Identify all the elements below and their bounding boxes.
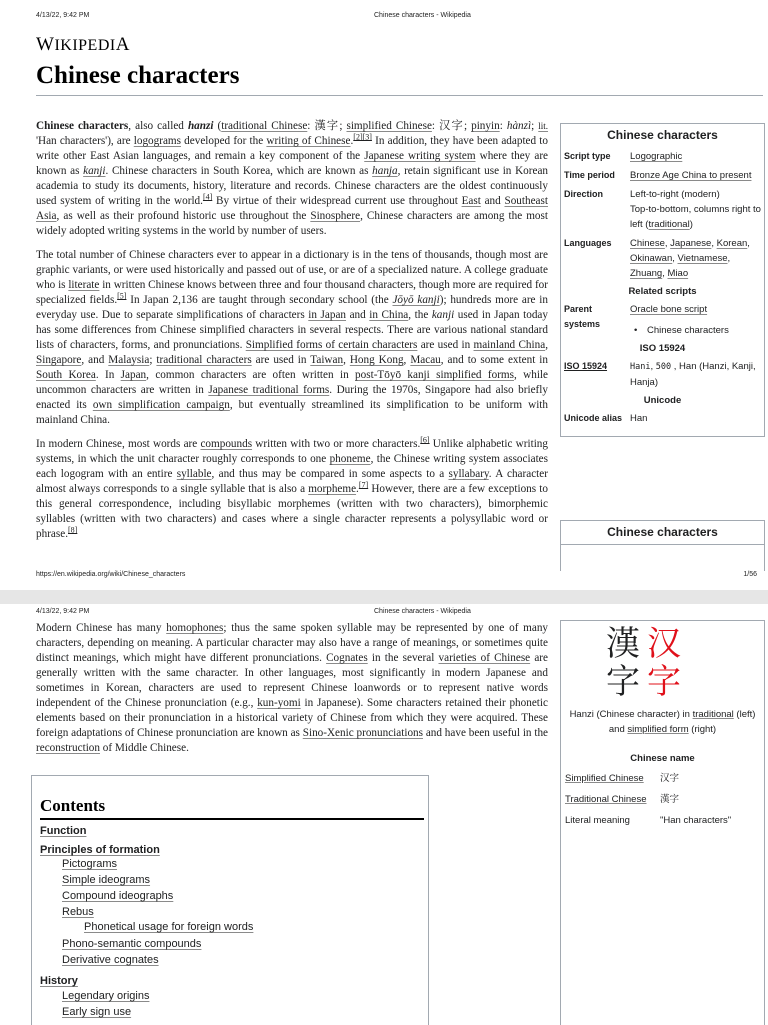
link-simplification-campaign[interactable]: own simplification campaign <box>92 399 230 411</box>
infobox-label: Parent systems <box>564 304 601 329</box>
infobox-value: Chinese characters <box>647 325 729 336</box>
article-body-page2 <box>36 621 548 765</box>
caption-text: (left) and <box>608 709 756 735</box>
infobox-section-related-scripts: Related scripts <box>628 286 697 297</box>
toc-item-derivative-cognates[interactable]: Derivative cognates <box>62 954 159 966</box>
text: where they are known as <box>36 150 549 177</box>
citation-link[interactable]: [8] <box>68 525 78 535</box>
link-language[interactable]: Korean <box>716 238 748 249</box>
link-southeast-asia[interactable]: Southeast Asia <box>36 195 548 222</box>
link-simplified-forms[interactable]: Simplified forms of certain characters <box>245 339 418 351</box>
link-language[interactable]: Zhuang <box>630 268 663 279</box>
toc-heading: Contents <box>40 796 106 815</box>
link-in-china[interactable]: in China <box>369 309 409 321</box>
infobox-value: Left-to-right (modern) <box>630 189 720 200</box>
link-traditional[interactable]: traditional <box>692 709 734 720</box>
infobox-label: Direction <box>564 189 604 199</box>
toc-item-principles[interactable]: Principles of formation <box>40 844 160 856</box>
link-traditional-characters[interactable]: traditional characters <box>156 354 252 366</box>
toc-divider <box>40 818 424 820</box>
print-header-date: 4/13/22, 9:42 PM <box>36 12 90 19</box>
caption-text: (right) <box>688 724 717 735</box>
toc-item-legendary-origins[interactable]: Legendary origins <box>62 990 150 1002</box>
print-footer-page: 1/56 <box>743 571 757 578</box>
infobox-value: 汉字 <box>660 773 680 784</box>
text: , but eventually streamlined its simplification to be uniform with mainland China. <box>36 399 549 426</box>
infobox-label: Languages <box>564 238 612 248</box>
link-hanja[interactable]: hanja <box>372 165 398 177</box>
text: By virtue of their widespread current use throughout <box>212 195 462 207</box>
text: In Japan 2,136 are taught through secondary school (the <box>126 294 393 306</box>
infobox-value: 漢字 <box>660 794 680 805</box>
link-kanji[interactable]: kanji <box>83 165 106 177</box>
iso-code: Hani <box>630 362 651 372</box>
infobox-chinese-name <box>560 620 765 1025</box>
toc-item-early-sign-use[interactable]: Early sign use <box>62 1006 132 1018</box>
link-japanese-writing-system[interactable]: Japanese writing system <box>364 150 476 162</box>
text: The total number of Chinese characters ever to appear in a dictionary is in the tens of thousands, though most are graphic variants, or were used historically and passed out of use, or are of a specialized nature. A college graduate who is <box>36 249 548 291</box>
text: : <box>499 120 507 132</box>
wordmark-a: A <box>115 34 130 55</box>
link-logograms[interactable]: logograms <box>133 135 181 147</box>
link-taiwan[interactable]: Taiwan <box>310 354 344 366</box>
text: In modern Chinese, most words are <box>36 438 201 450</box>
simplified-char-2: 字 <box>647 662 681 702</box>
infobox-row-traditional <box>565 792 647 807</box>
link-varieties-of-chinese[interactable]: varieties of Chinese <box>438 652 531 664</box>
text: : 漢字; <box>307 120 347 132</box>
iso-number: 500 <box>655 362 672 372</box>
caption-text: Hanzi (Chinese character) in <box>569 709 693 720</box>
text: ; thus the same spoken syllable may be represented by one of many characters, depending on meaning. A particular character may also have a range of meanings, or sometimes quite distinct meanings, which might have different pronunciations. <box>36 622 549 664</box>
infobox-row-script-type <box>561 147 764 166</box>
link-japan[interactable]: Japan <box>120 369 147 381</box>
infobox-label: Literal meaning <box>565 815 630 826</box>
text: 'Han characters'), are <box>36 135 134 147</box>
text: , and thus may be compared in some aspects to a <box>211 468 449 480</box>
toc-item-pictograms[interactable]: Pictograms <box>62 858 118 870</box>
infobox-chinese-characters <box>560 123 765 437</box>
title-divider <box>36 95 763 96</box>
link-syllabary[interactable]: syllabary <box>448 468 489 480</box>
text: , the Chinese writing system associates each logogram with an entire <box>36 453 548 480</box>
link-mainland-china[interactable]: mainland China <box>473 339 546 351</box>
link-compounds[interactable]: compounds <box>200 438 253 450</box>
traditional-char-1: 漢 <box>606 624 640 664</box>
text: developed for the <box>180 135 267 147</box>
text: , the <box>408 309 432 321</box>
link-language[interactable]: Japanese <box>670 238 712 249</box>
page-gap <box>0 590 768 604</box>
text: , <box>545 339 548 351</box>
bold-term: Chinese characters <box>36 120 129 132</box>
toc-item-phono-semantic[interactable]: Phono-semantic compounds <box>62 938 202 950</box>
infobox-row-unicode-alias <box>561 409 764 436</box>
link-language[interactable]: Chinese <box>630 238 665 249</box>
text: , while uncommon characters are written in <box>36 369 549 396</box>
infobox-row-languages: Languages Chinese, Japanese, Korean, Okinawan, Vietnamese, Zhuang, Miao <box>564 238 750 279</box>
text: are used in <box>251 354 311 366</box>
text: , common characters are often written in <box>146 369 356 381</box>
table-of-contents <box>31 775 429 1025</box>
traditional-char-2: 字 <box>606 662 640 702</box>
link-simplified-chinese[interactable]: simplified Chinese <box>346 120 432 132</box>
link-traditional-chinese[interactable]: traditional Chinese <box>221 120 308 132</box>
infobox-value: "Han characters" <box>660 815 732 826</box>
text: . <box>356 483 359 495</box>
toc-item-function[interactable]: Function <box>40 825 87 837</box>
citation-link[interactable]: [7] <box>358 480 369 490</box>
link-post-toyo-kanji[interactable]: post-Tōyō kanji simplified forms <box>355 369 514 381</box>
toc-item-compound-ideographs[interactable]: Compound ideographs <box>62 890 174 902</box>
infobox-label[interactable]: ISO 15924 <box>564 361 608 371</box>
wikipedia-wordmark[interactable] <box>36 34 130 56</box>
infobox-value: ) <box>689 219 693 230</box>
link-logographic[interactable]: Logographic <box>630 151 683 162</box>
text: In addition, they have been adapted to write other East Asian languages, and remain a key component of the <box>36 135 549 162</box>
link-simplified-chinese[interactable]: Simplified Chinese <box>565 773 644 784</box>
text: Modern Chinese has many <box>36 622 167 634</box>
text: . In <box>95 369 121 381</box>
link-reconstruction[interactable]: reconstruction <box>36 742 100 754</box>
text: , <box>343 354 350 366</box>
infobox-title: Chinese characters <box>561 521 764 545</box>
link-in-japan[interactable]: in Japan <box>308 309 347 321</box>
text: used in Japan today has some differences from Chinese simplified characters in several respects. There are various national standard lists of characters, forms, and pronunciations. <box>36 309 548 351</box>
hanzi-image-caption <box>565 707 760 737</box>
link-sinosphere[interactable]: Sinosphere <box>310 210 361 222</box>
italic-term: kanji <box>431 309 455 321</box>
text: of Middle Chinese. <box>100 742 189 754</box>
link-japanese-traditional-forms[interactable]: Japanese traditional forms <box>208 384 330 396</box>
text: . During the 1970s, Singapore had also briefly enacted its <box>36 384 548 411</box>
link-lit[interactable]: lit. <box>538 121 549 131</box>
link-kun-yomi[interactable]: kun-yomi <box>257 697 301 709</box>
toc-item-rebus[interactable]: Rebus <box>62 906 94 918</box>
infobox-label: Unicode alias <box>564 413 623 423</box>
simplified-char-1: 汉 <box>647 624 681 664</box>
text: and <box>480 195 505 207</box>
text: . Chinese characters in South Korea, which are known as <box>105 165 373 177</box>
link-writing-of-chinese[interactable]: writing of Chinese <box>266 135 351 147</box>
print-header-date: 4/13/22, 9:42 PM <box>36 608 90 615</box>
text: : 汉字; <box>431 120 472 132</box>
paragraph-number-of-characters <box>36 248 548 428</box>
text: However, there are a few exceptions to this general correspondence, including bisyllabic morphemes (written with two characters), bimorphemic syllables (written with two characters) and cases where a single character represents a polysyllabic word or phrase. <box>36 483 548 540</box>
text: ; <box>149 354 157 366</box>
link-malaysia[interactable]: Malaysia <box>108 354 150 366</box>
text: , also called <box>128 120 188 132</box>
link-pinyin[interactable]: pinyin <box>471 120 500 132</box>
text: ( <box>213 120 222 132</box>
citation-link[interactable]: [6] <box>420 435 430 445</box>
link-oracle-bone-script[interactable]: Oracle bone script <box>630 304 708 315</box>
text: , and <box>81 354 109 366</box>
toc-item-simple-ideograms[interactable]: Simple ideograms <box>62 874 151 886</box>
link-south-korea[interactable]: South Korea <box>36 369 96 381</box>
link-phoneme[interactable]: phoneme <box>329 453 371 465</box>
link-literate[interactable]: literate <box>68 279 100 291</box>
infobox-chinese-characters-2 <box>560 520 765 571</box>
infobox-row-simplified <box>565 771 644 786</box>
infobox-value: , Han (Hanzi, Kanji, Hanja) <box>630 361 756 388</box>
text: , and to some extent in <box>440 354 548 366</box>
link-syllable[interactable]: syllable <box>176 468 212 480</box>
text: , Chinese characters are among the most widely adopted writing systems in the world by number of users. <box>36 210 548 237</box>
link-language[interactable]: Miao <box>667 268 689 279</box>
citation-link[interactable]: [2][3] <box>353 132 372 142</box>
link-bronze-age-china[interactable]: Bronze Age China to present <box>630 170 752 181</box>
link-traditional[interactable]: traditional <box>648 219 690 230</box>
text: in Japanese). Some characters retained their phonetic elements based on their pronunciation in a historical variety of Chinese from which they were acquired. These foreign adaptations of Chinese pronunciation are known as <box>36 697 548 739</box>
citation-link[interactable]: [4] <box>202 192 213 202</box>
link-morpheme[interactable]: morpheme <box>308 483 357 495</box>
text: , retain significant use in Korean academia to study its documents, history, literature and records. Chinese characters are the oldest continuously used system of writing in the world. <box>36 165 549 207</box>
link-homophones[interactable]: homophones <box>166 622 224 634</box>
link-macau[interactable]: Macau <box>410 354 441 366</box>
link-language[interactable]: Okinawan <box>630 253 673 264</box>
infobox-section-unicode: Unicode <box>643 395 682 406</box>
toc-item-phonetical-usage[interactable]: Phonetical usage for foreign words <box>84 921 254 933</box>
text: and <box>346 309 370 321</box>
link-language[interactable]: Vietnamese <box>677 253 728 264</box>
citation-link[interactable]: [5] <box>117 291 127 301</box>
link-singapore[interactable]: Singapore <box>36 354 82 366</box>
text: Unlike alphabetic writing systems, in which the unit character roughly corresponds to one <box>36 438 548 465</box>
wordmark-w: W <box>36 34 55 55</box>
infobox-section-chinese-name: Chinese name <box>630 753 695 764</box>
text: ; <box>531 120 539 132</box>
print-footer-url: https://en.wikipedia.org/wiki/Chinese_characters <box>36 571 186 578</box>
infobox-row-time-period <box>561 166 764 185</box>
print-header-title: Chinese characters - Wikipedia <box>374 608 471 615</box>
text: , as well as their profound historic use throughout the <box>56 210 311 222</box>
link-traditional-chinese[interactable]: Traditional Chinese <box>565 794 647 805</box>
link-joyo-kanji[interactable]: Jōyō kanji <box>392 294 440 306</box>
paragraph-homophones <box>36 621 548 756</box>
text: and have been useful in the <box>423 727 549 739</box>
text: . <box>350 135 354 147</box>
infobox-title: Chinese characters <box>607 128 718 142</box>
infobox-label: Script type <box>564 151 611 161</box>
link-east[interactable]: East <box>461 195 481 207</box>
page-title: Chinese characters <box>36 62 240 89</box>
text: in the several <box>367 652 439 664</box>
link-hong-kong[interactable]: Hong Kong <box>349 354 404 366</box>
text: written with two or more characters. <box>252 438 421 450</box>
infobox-section-iso: ISO 15924 <box>639 343 686 354</box>
infobox-row-parent-systems <box>561 300 764 340</box>
toc-item-history[interactable]: History <box>40 975 78 987</box>
wordmark-middle: IKIPEDI <box>54 37 116 54</box>
bullet-icon: • <box>634 325 638 336</box>
infobox-label: Time period <box>564 170 615 180</box>
text: are used in <box>417 339 474 351</box>
text: in written Chinese knows between three and four thousand characters, though more are required for specialized fields. <box>36 279 548 306</box>
text: ); hundreds more are in everyday use. Due to separate simplifications of characters <box>36 294 548 321</box>
italic-term: hànzì <box>506 120 532 132</box>
link-sino-xenic[interactable]: Sino-Xenic pronunciations <box>302 727 423 739</box>
paragraph-modern-chinese <box>36 437 548 542</box>
text: , <box>403 354 411 366</box>
infobox-row-iso: ISO 15924 Hani, 500 , Han (Hanzi, Kanji, Hanja) <box>564 361 756 388</box>
infobox-value: Top-to-bottom, columns right to left ( <box>630 204 761 230</box>
infobox-value: Han <box>630 413 648 424</box>
article-body-page1 <box>36 119 548 551</box>
print-header-title: Chinese characters - Wikipedia <box>374 12 471 19</box>
link-cognates[interactable]: Cognates <box>326 652 368 664</box>
infobox-row-direction <box>561 185 764 234</box>
paragraph-intro <box>36 119 548 239</box>
text: are generally written with the same character. In other languages, most significantly in modern Japanese and sometimes in Korean, characters are used to represent Chinese loanwords or to represent native words independent of the Chinese pronunciation (e.g., <box>36 652 548 709</box>
link-simplified-form[interactable]: simplified form <box>627 724 689 735</box>
bold-italic-term: hanzi <box>187 120 214 132</box>
text: . A character almost always corresponds to a single syllable that is also a <box>36 468 548 495</box>
